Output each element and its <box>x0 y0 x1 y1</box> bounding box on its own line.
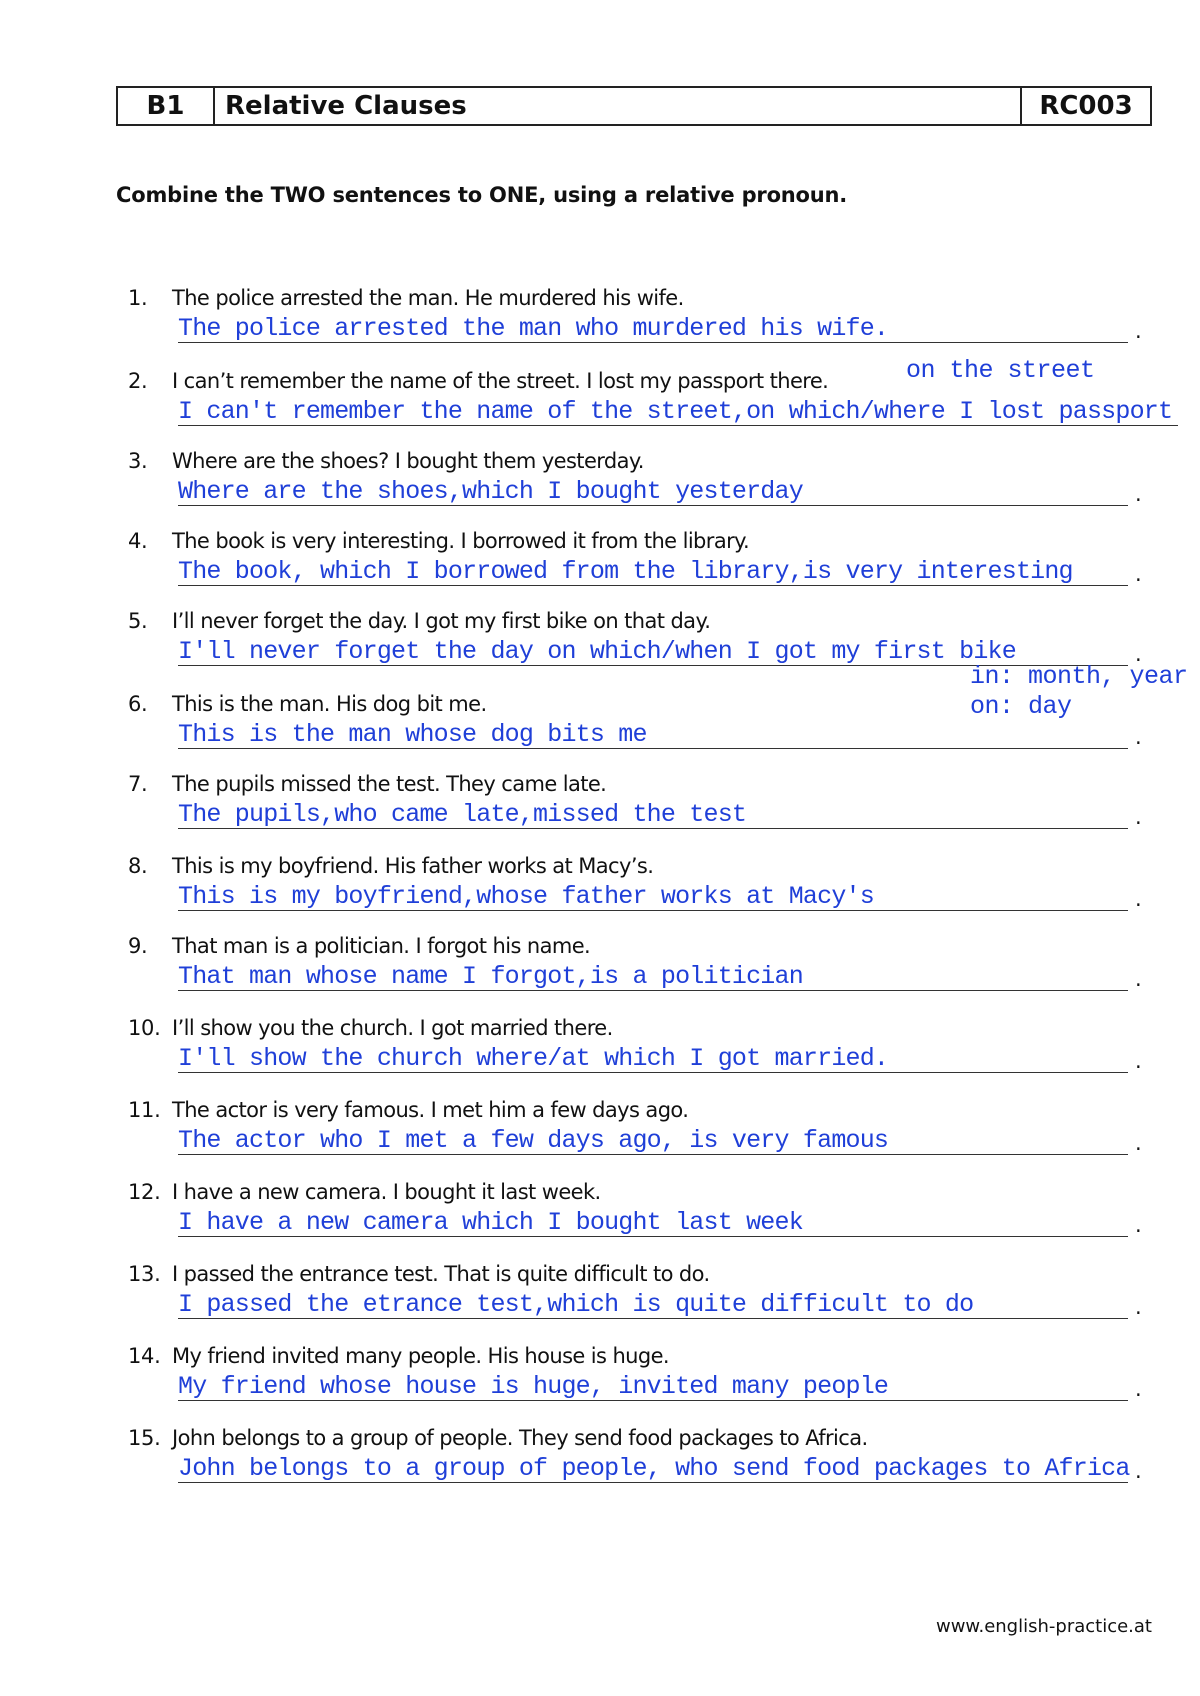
exercise-number: 9. <box>128 934 148 958</box>
exercise-number: 12. <box>128 1180 161 1204</box>
sentence-period: . <box>1135 1131 1142 1155</box>
exercise-item <box>0 286 1200 356</box>
sentence-period: . <box>1135 725 1142 749</box>
level-cell: B1 <box>118 88 215 124</box>
footer-url: www.english-practice.at <box>935 1616 1152 1637</box>
exercise-prompt: I passed the entrance test. That is quite difficult to do. <box>172 1262 710 1286</box>
exercise-item <box>0 1262 1200 1332</box>
exercise-item <box>0 1344 1200 1414</box>
exercise-prompt: My friend invited many people. His house is huge. <box>172 1344 669 1368</box>
exercise-prompt: The police arrested the man. He murdered his wife. <box>172 286 684 310</box>
handwritten-answer: Where are the shoes,which I bought yesterday <box>178 477 803 506</box>
exercise-prompt: John belongs to a group of people. They send food packages to Africa. <box>172 1426 868 1450</box>
exercise-prompt: This is my boyfriend. His father works at Macy’s. <box>172 854 654 878</box>
exercise-prompt: The book is very interesting. I borrowed it from the library. <box>172 529 750 553</box>
exercise-item <box>0 1016 1200 1086</box>
exercise-number: 11. <box>128 1098 161 1122</box>
exercise-number: 15. <box>128 1426 161 1450</box>
exercise-prompt: That man is a politician. I forgot his name. <box>172 934 591 958</box>
exercise-prompt: I can’t remember the name of the street. I lost my passport there. <box>172 369 829 393</box>
handwritten-answer: I'll show the church where/at which I got married. <box>178 1044 889 1073</box>
note-on-day: on: day <box>970 692 1072 721</box>
sentence-period: . <box>1135 1459 1142 1483</box>
exercise-prompt: Where are the shoes? I bought them yesterday. <box>172 449 644 473</box>
exercise-item <box>0 1426 1200 1496</box>
exercise-number: 6. <box>128 692 148 716</box>
sentence-period: . <box>1135 1049 1142 1073</box>
exercise-number: 1. <box>128 286 148 310</box>
handwritten-answer: The book, which I borrowed from the library,is very interesting <box>178 557 1073 586</box>
exercise-number: 5. <box>128 609 148 633</box>
sentence-period: . <box>1135 1213 1142 1237</box>
handwritten-answer: The pupils,who came late,missed the test <box>178 800 747 829</box>
exercise-item <box>0 772 1200 842</box>
handwritten-answer: John belongs to a group of people, who send food packages to Africa <box>178 1454 1130 1483</box>
sentence-period: . <box>1135 887 1142 911</box>
sentence-period: . <box>1135 1295 1142 1319</box>
exercise-number: 3. <box>128 449 148 473</box>
handwritten-answer: This is my boyfriend,whose father works at Macy's <box>178 882 874 911</box>
worksheet-code: RC003 <box>1039 91 1133 121</box>
exercise-prompt: The pupils missed the test. They came late. <box>172 772 607 796</box>
exercise-number: 14. <box>128 1344 161 1368</box>
sentence-period: . <box>1135 562 1142 586</box>
handwritten-answer: I passed the etrance test,which is quite difficult to do <box>178 1290 974 1319</box>
handwritten-answer: I'll never forget the day on which/when I got my first bike <box>178 637 1016 666</box>
exercise-prompt: The actor is very famous. I met him a few days ago. <box>172 1098 689 1122</box>
sentence-period: . <box>1135 967 1142 991</box>
exercise-number: 2. <box>128 369 148 393</box>
exercise-item <box>0 934 1200 1004</box>
sentence-period: . <box>1135 1377 1142 1401</box>
handwritten-answer: This is the man whose dog bits me <box>178 720 647 749</box>
exercise-number: 10. <box>128 1016 161 1040</box>
handwritten-answer: The police arrested the man who murdered his wife. <box>178 314 889 343</box>
worksheet-header <box>116 86 1152 126</box>
handwritten-answer: That man whose name I forgot,is a politician <box>178 962 803 991</box>
exercise-item <box>0 449 1200 519</box>
sentence-period: . <box>1135 482 1142 506</box>
sentence-period: . <box>1135 642 1142 666</box>
exercise-prompt: I’ll show you the church. I got married there. <box>172 1016 613 1040</box>
exercise-number: 7. <box>128 772 148 796</box>
exercise-item <box>0 854 1200 924</box>
handwritten-answer: My friend whose house is huge, invited many people <box>178 1372 889 1401</box>
exercise-item <box>0 529 1200 599</box>
exercise-prompt: I have a new camera. I bought it last week. <box>172 1180 601 1204</box>
exercise-number: 8. <box>128 854 148 878</box>
note-in-month-year: in: month, year <box>970 662 1188 691</box>
note-on-the-street: on the street <box>906 356 1095 385</box>
handwritten-answer: I have a new camera which I bought last week <box>178 1208 803 1237</box>
exercise-item <box>0 1180 1200 1250</box>
exercise-number: 4. <box>128 529 148 553</box>
sentence-period: . <box>1135 805 1142 829</box>
handwritten-answer: I can't remember the name of the street,on which/where I lost passport <box>178 397 1173 426</box>
sentence-period: . <box>1135 319 1142 343</box>
worksheet-title: Relative Clauses <box>215 88 1022 124</box>
handwritten-answer: The actor who I met a few days ago, is very famous <box>178 1126 889 1155</box>
exercise-item <box>0 1098 1200 1168</box>
exercise-number: 13. <box>128 1262 161 1286</box>
instruction: Combine the TWO sentences to ONE, using a relative pronoun. <box>116 183 848 207</box>
exercise-prompt: I’ll never forget the day. I got my first bike on that day. <box>172 609 711 633</box>
exercise-prompt: This is the man. His dog bit me. <box>172 692 487 716</box>
